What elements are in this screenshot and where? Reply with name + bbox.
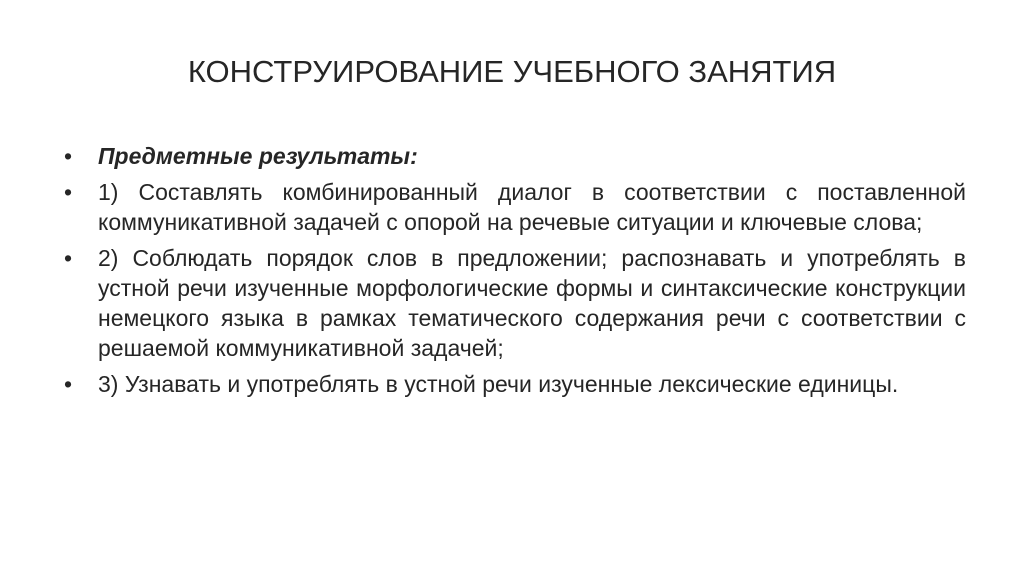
bullet-dot-icon: •	[64, 179, 73, 205]
bullet-dot-icon: •	[64, 245, 73, 271]
bullet-item-1	[64, 177, 966, 237]
bullet-item-2	[64, 243, 966, 363]
bullet-item-subject-results	[64, 141, 966, 171]
bullet-text: 2) Соблюдать порядок слов в предложении; распознавать и употреблять в устной речи изученные морфологические формы и синтаксические конструкции немецкого языка в рамках тематического содержания речи с соответствии с решаемой коммуникативной задачей;	[98, 245, 966, 361]
bullet-item-3	[64, 369, 966, 399]
bullet-list	[64, 141, 966, 405]
slide-title: КОНСТРУИРОВАНИЕ УЧЕБНОГО ЗАНЯТИЯ	[187, 54, 837, 89]
bullet-heading: Предметные результаты:	[98, 143, 418, 169]
bullet-text: 1) Составлять комбинированный диалог в соответствии с поставленной коммуникативной задачей с опорой на речевые ситуации и ключевые слова;	[98, 179, 966, 235]
bullet-text: 3) Узнавать и употреблять в устной речи изученные лексические единицы.	[98, 371, 899, 397]
bullet-dot-icon: •	[64, 371, 73, 397]
bullet-dot-icon: •	[64, 143, 73, 169]
